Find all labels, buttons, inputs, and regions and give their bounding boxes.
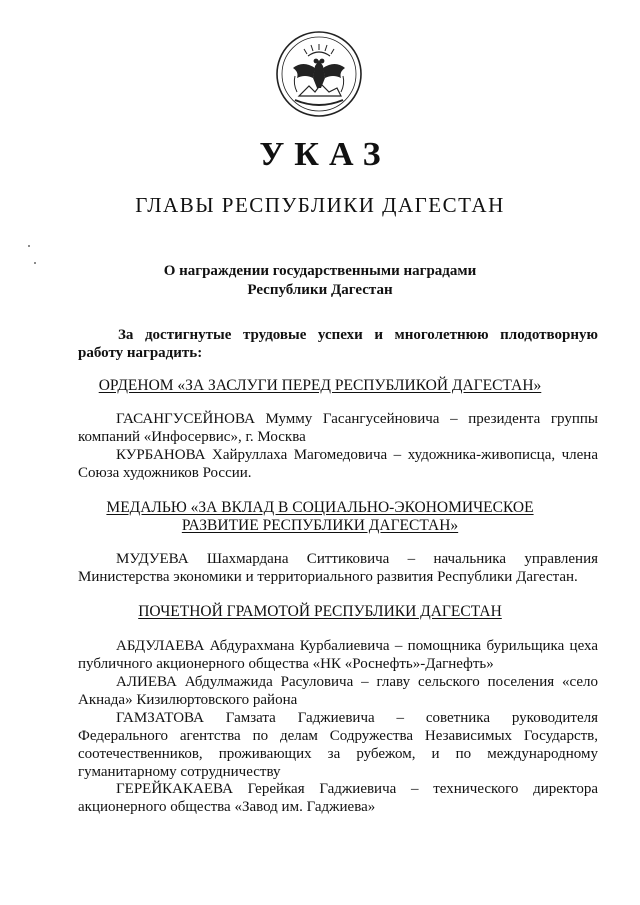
award-heading-certificate: ПОЧЕТНОЙ ГРАМОТОЙ РЕСПУБЛИКИ ДАГЕСТАН (138, 603, 502, 620)
scan-speck (34, 262, 36, 264)
award-entry: ГАМЗАТОВА Гамзата Гаджиевича – советника руководителя Федерального агентства по делам Содружества Независимых Государств, соотечественников, проживающих за рубежом, и по международному гуманитарному сотрудничеству (78, 710, 598, 780)
award-entry: ГАСАНГУСЕЙНОВА Мумму Гасангусейновича – президента группы компаний «Инфосервис», г. Москва (78, 411, 598, 445)
dagestan-coat-of-arms-icon (275, 30, 363, 118)
award-heading-order: ОРДЕНОМ «ЗА ЗАСЛУГИ ПЕРЕД РЕСПУБЛИКОЙ ДАГЕСТАН» (98, 377, 542, 394)
award-entry: МУДУЕВА Шахмардана Ситтиковича – начальника управления Министерства экономики и территориального развития Республики Дагестан. (78, 551, 598, 585)
award-entry: КУРБАНОВА Хайруллаха Магомедовича – художника-живописца, члена Союза художников России. (78, 447, 598, 481)
subject-line-2: Республики Дагестан (247, 282, 393, 298)
award-heading-medal-line-2: РАЗВИТИЕ РЕСПУБЛИКИ ДАГЕСТАН» (181, 517, 459, 534)
scan-speck (28, 245, 30, 247)
award-entry: ГЕРЕЙКАКАЕВА Герейкая Гаджиевича – технического директора акционерного общества «Завод им. Гаджиева» (78, 781, 598, 815)
award-entry: АБДУЛАЕВА Абдурахмана Курбалиевича – помощника бурильщика цеха публичного акционерного общества «НК «Роснефть»-Дагнефть» (78, 638, 598, 672)
award-heading-medal-line-1: МЕДАЛЬЮ «ЗА ВКЛАД В СОЦИАЛЬНО-ЭКОНОМИЧЕСКОЕ (106, 499, 534, 516)
document-title: УКАЗ (259, 136, 391, 173)
intro-paragraph: За достигнутые трудовые успехи и многолетнюю плодотворную работу наградить: (78, 327, 598, 361)
subject-line-1: О награждении государственными наградами (163, 263, 477, 279)
document-issuer: ГЛАВЫ РЕСПУБЛИКИ ДАГЕСТАН (135, 193, 505, 217)
award-entry: АЛИЕВА Абдулмажида Расуловича – главу сельского поселения «село Акнада» Кизилюртовского района (78, 674, 598, 708)
